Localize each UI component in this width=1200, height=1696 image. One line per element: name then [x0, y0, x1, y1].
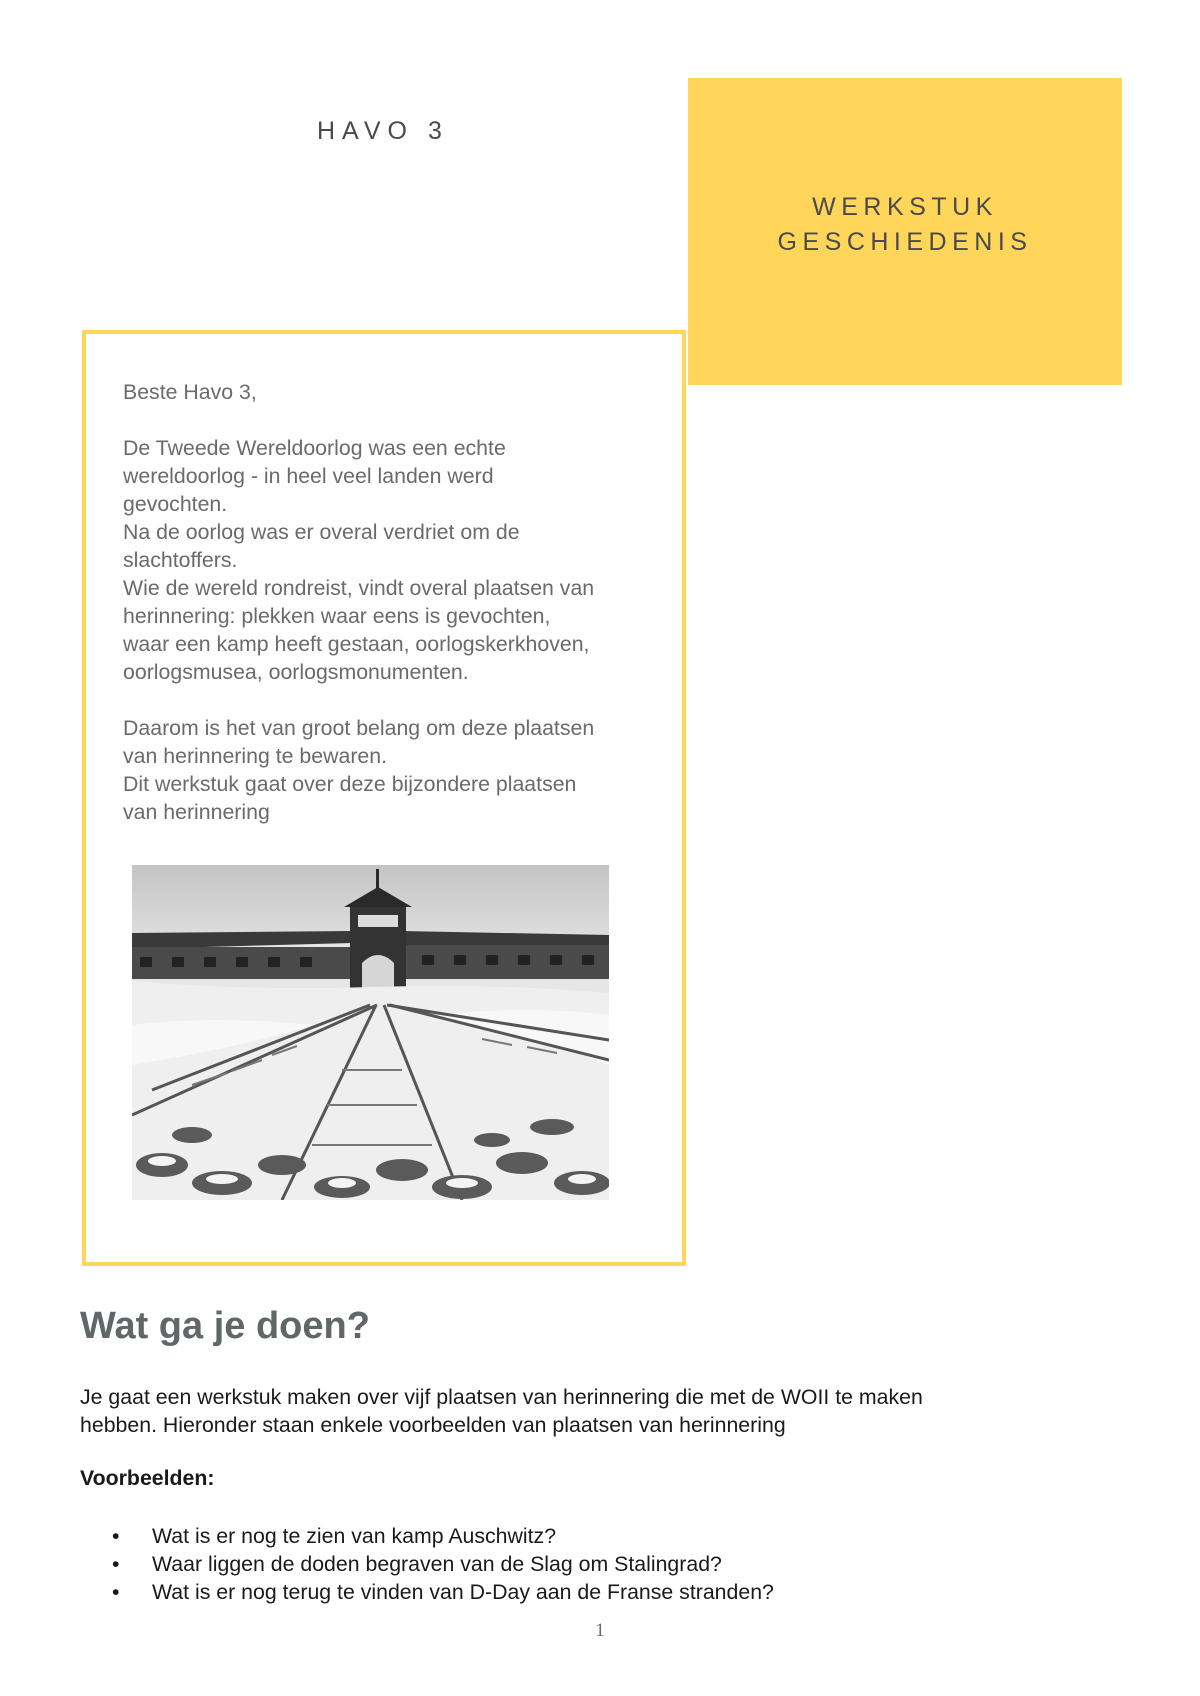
intro-paragraph	[80, 1383, 1130, 1439]
letter-body	[123, 378, 673, 826]
title-line-1: WERKSTUK	[812, 193, 998, 221]
bullet: •	[112, 1524, 120, 1548]
letter-box	[82, 330, 686, 1266]
letter-line: waar een kamp heeft gestaan, oorlogskerkhoven,	[123, 632, 590, 656]
letter-line: gevochten.	[123, 492, 228, 516]
title-line-2: GESCHIEDENIS	[777, 228, 1033, 256]
auschwitz-gate-photo	[132, 865, 609, 1200]
auschwitz-gate-illustration	[132, 865, 609, 1200]
list-item	[80, 1522, 774, 1550]
page-number: 1	[595, 1620, 605, 1641]
letter-line: slachtoffers.	[123, 548, 238, 572]
list-item	[80, 1550, 774, 1578]
title-box	[688, 78, 1122, 385]
letter-line: herinnering: plekken waar eens is gevochten,	[123, 604, 551, 628]
letter-line: Daarom is het van groot belang om deze plaatsen	[123, 716, 595, 740]
example-text: Wat is er nog te zien van kamp Auschwitz?	[152, 1524, 557, 1548]
letter-line: van herinnering te bewaren.	[123, 744, 388, 768]
list-item	[80, 1578, 774, 1606]
letter-line: wereldoorlog - in heel veel landen werd	[123, 464, 494, 488]
bullet: •	[112, 1552, 120, 1576]
letter-line: van herinnering	[123, 800, 270, 824]
intro-line: Je gaat een werkstuk maken over vijf plaatsen van herinnering die met de WOII te maken	[80, 1385, 923, 1409]
letter-line: De Tweede Wereldoorlog was een echte	[123, 436, 506, 460]
example-text: Wat is er nog terug te vinden van D-Day aan de Franse stranden?	[152, 1580, 774, 1604]
section-heading: Wat ga je doen?	[80, 1305, 370, 1347]
class-label: HAVO 3	[317, 117, 449, 145]
letter-greeting: Beste Havo 3,	[123, 380, 257, 404]
letter-line: Na de oorlog was er overal verdriet om de	[123, 520, 520, 544]
letter-line: Wie de wereld rondreist, vindt overal plaatsen van	[123, 576, 595, 600]
document-title	[688, 190, 1122, 260]
examples-list	[80, 1522, 774, 1606]
bullet: •	[112, 1580, 120, 1604]
letter-line: Dit werkstuk gaat over deze bijzondere plaatsen	[123, 772, 577, 796]
examples-label: Voorbeelden:	[80, 1466, 215, 1490]
intro-line: hebben. Hieronder staan enkele voorbeelden van plaatsen van herinnering	[80, 1413, 786, 1437]
example-text: Waar liggen de doden begraven van de Slag om Stalingrad?	[152, 1552, 722, 1576]
letter-line: oorlogsmusea, oorlogsmonumenten.	[123, 660, 469, 684]
